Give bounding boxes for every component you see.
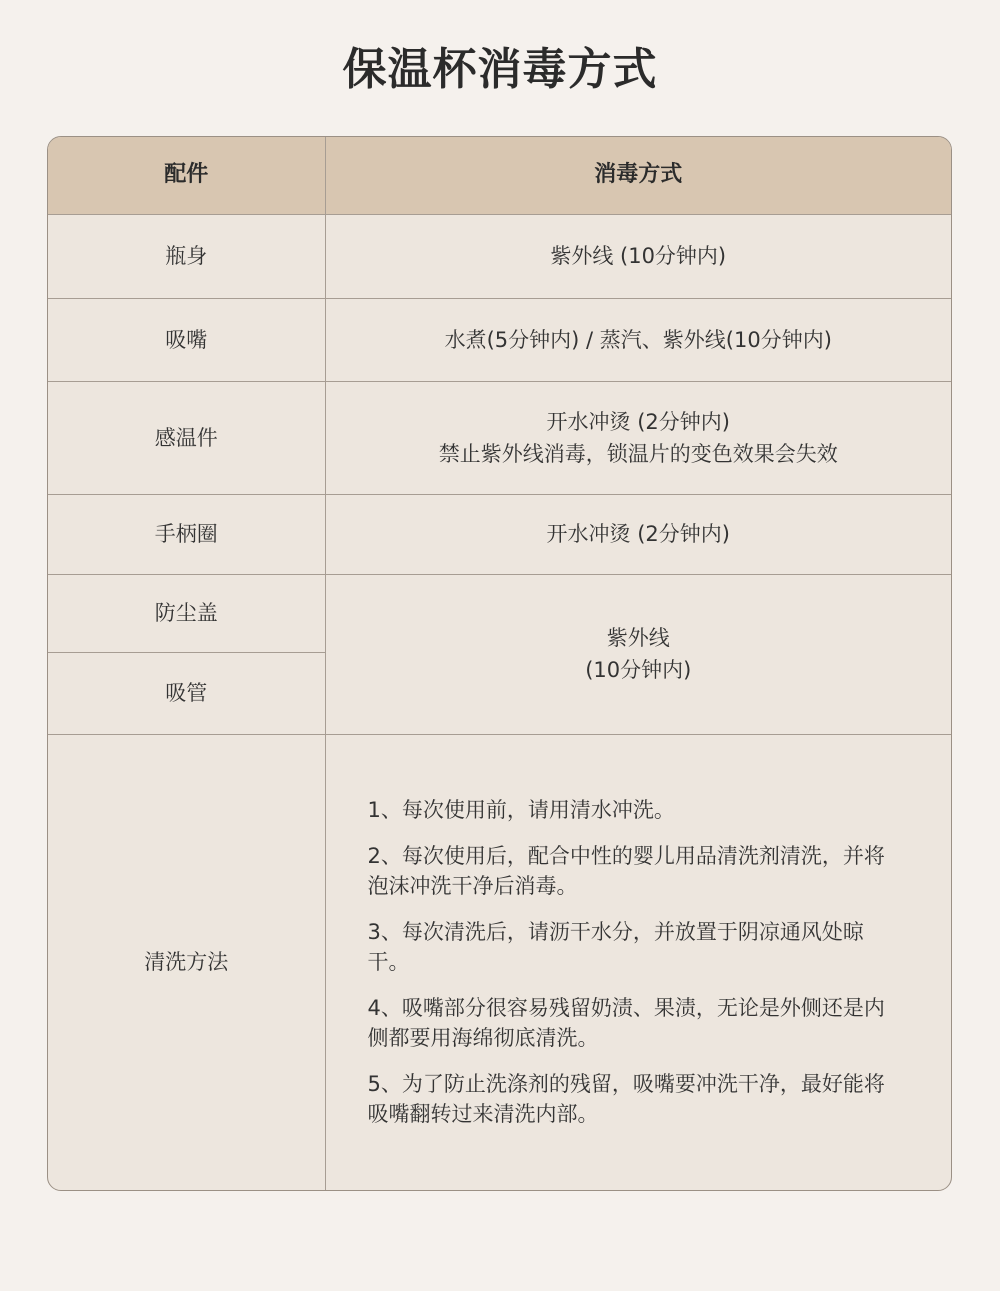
part-cell: 手柄圈 (48, 494, 325, 574)
part-cell: 清洗方法 (48, 734, 325, 1190)
method-line: (10分钟内) (585, 658, 692, 682)
method-cell (325, 381, 951, 494)
cleaning-steps-cell (325, 734, 951, 1190)
page-title: 保温杯消毒方式 (342, 44, 658, 95)
method-cell: 紫外线 (10分钟内) (325, 214, 951, 298)
cleaning-step: 2、每次使用后，配合中性的婴儿用品清洗剂清洗，并将泡沫冲洗干净后消毒。 (367, 844, 885, 899)
part-cell: 防尘盖 (48, 574, 325, 652)
method-line: 开水冲烫 (2分钟内) (546, 409, 730, 434)
disinfection-table-grid (48, 137, 951, 1190)
table-header-row (48, 137, 951, 214)
table-row (48, 298, 951, 381)
table-row (48, 574, 951, 652)
method-line: 紫外线 (606, 626, 670, 650)
table-row (48, 214, 951, 298)
cleaning-step: 1、每次使用前，请用清水冲洗。 (367, 798, 675, 823)
header-part: 配件 (48, 137, 325, 214)
part-cell: 吸嘴 (48, 298, 325, 381)
method-line: 禁止紫外线消毒，锁温片的变色效果会失效 (438, 441, 838, 466)
method-cell: 开水冲烫 (2分钟内) (325, 494, 951, 574)
cleaning-step: 4、吸嘴部分很容易残留奶渍、果渍，无论是外侧还是内侧都要用海绵彻底清洗。 (367, 996, 885, 1051)
part-cell: 瓶身 (48, 214, 325, 298)
table-row-cleaning (48, 734, 951, 1190)
cleaning-step: 5、为了防止洗涤剂的残留，吸嘴要冲洗干净，最好能将吸嘴翻转过来清洗内部。 (367, 1072, 885, 1127)
table-row (48, 494, 951, 574)
method-cell-shared (325, 574, 951, 734)
header-method: 消毒方式 (325, 137, 951, 214)
cleaning-step: 3、每次清洗后，请沥干水分，并放置于阴凉通风处晾干。 (367, 920, 864, 975)
part-cell: 吸管 (48, 652, 325, 734)
disinfection-table (47, 136, 952, 1191)
method-cell: 水煮(5分钟内) / 蒸汽、紫外线(10分钟内) (325, 298, 951, 381)
table-row (48, 381, 951, 494)
part-cell: 感温件 (48, 381, 325, 494)
